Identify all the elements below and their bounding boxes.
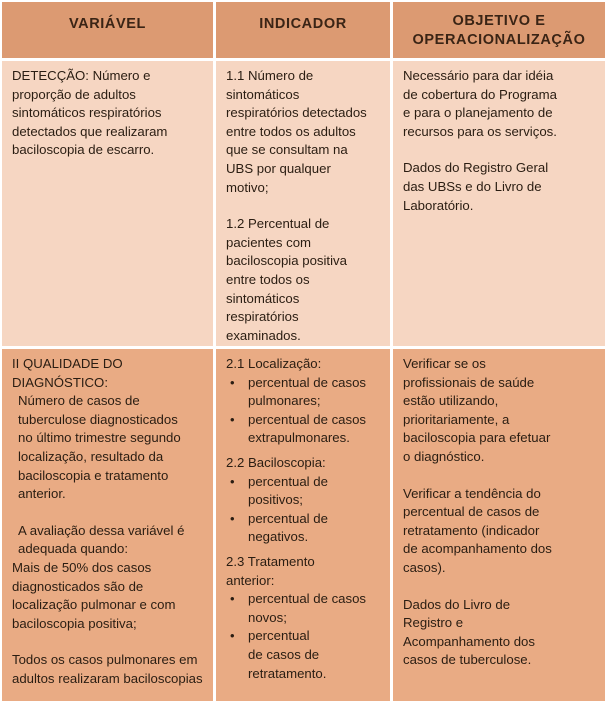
text-line: de cobertura do Programa	[403, 86, 557, 102]
text-line: DETECÇÃO: Número e	[12, 68, 151, 83]
bullet-list	[226, 374, 382, 448]
header-variavel	[2, 2, 213, 58]
text-line: localização, resultado da	[18, 448, 164, 464]
header-objetivo	[393, 2, 605, 58]
indicator-table	[2, 2, 605, 703]
text-line: recursos para os serviços.	[403, 123, 557, 139]
text-line: A avaliação dessa variável é	[18, 522, 185, 538]
text-line: • percentual de casos	[248, 374, 367, 390]
text-line: 1.1 Número de	[226, 68, 314, 83]
header-objetivo-line1: OBJETIVO E	[452, 13, 546, 29]
subsection-title: anterior:	[226, 572, 275, 588]
list-item	[226, 627, 382, 683]
text-line: sintomáticos	[226, 290, 300, 306]
bullet-list	[226, 473, 382, 547]
text-line: Número de casos de	[18, 393, 140, 409]
row1-objetivo	[393, 61, 605, 346]
text-line: • percentual de casos	[248, 411, 367, 427]
text-line: DIAGNÓSTICO:	[12, 374, 108, 390]
subsection-title: 2.1 Localização:	[226, 356, 322, 371]
text-line: positivos;	[248, 492, 303, 508]
text-line: casos).	[403, 559, 446, 575]
text-line: sintomáticos	[226, 86, 300, 102]
text-line: de acompanhamento dos	[403, 541, 552, 557]
text-line: • percentual de	[248, 510, 328, 526]
row2-objetivo	[393, 349, 605, 701]
text-line: examinados.	[226, 327, 301, 343]
text-line: Acompanhamento dos	[403, 633, 535, 649]
text-line: pacientes com	[226, 234, 312, 250]
text-line: diagnosticados são de	[12, 578, 144, 594]
text-line: Dados do Registro Geral	[403, 160, 549, 176]
row1-indicador	[216, 61, 390, 346]
text-line: adultos realizaram baciloscopias	[12, 670, 203, 686]
text-line: UBS por qualquer	[226, 160, 331, 176]
text-line: estão utilizando,	[403, 393, 499, 409]
text-line: anterior.	[18, 486, 66, 502]
row2-variavel	[2, 349, 213, 701]
text-line: o diagnóstico.	[403, 448, 485, 464]
text-line: respiratórios detectados	[226, 105, 367, 121]
bullet-list	[226, 590, 382, 683]
text-line: e para o planejamento de	[403, 105, 553, 121]
text-line: das UBSs e do Livro de	[403, 178, 542, 194]
row1-variavel	[2, 61, 213, 346]
text-line: detectados que realizaram	[12, 123, 168, 139]
text-line: II QUALIDADE DO	[12, 356, 123, 371]
text-line: Verificar se os	[403, 356, 486, 371]
subsection-title: 2.2 Baciloscopia:	[226, 454, 326, 470]
list-item	[226, 510, 382, 547]
text-line: baciloscopia e tratamento	[18, 467, 169, 483]
text-line: profissionais de saúde	[403, 374, 535, 390]
text-line: proporção de adultos	[12, 86, 136, 102]
subsection-title: 2.3 Tratamento	[226, 553, 315, 569]
text-line: 1.2 Percentual de	[226, 216, 330, 232]
text-line: Laboratório.	[403, 197, 474, 213]
text-line: que se consultam na	[226, 142, 348, 158]
text-line: entre todos os	[226, 271, 310, 287]
row2-indicador	[216, 349, 390, 701]
text-line: baciloscopia de escarro.	[12, 142, 155, 158]
text-line: Necessário para dar idéia	[403, 68, 554, 83]
text-line: • percentual	[248, 628, 310, 644]
text-line: Todos os casos pulmonares em	[12, 652, 198, 668]
header-objetivo-line2: OPERACIONALIZAÇÃO	[412, 32, 586, 48]
text-line: • percentual de casos	[248, 591, 367, 607]
text-line: extrapulmonares.	[248, 430, 350, 446]
text-line: percentual de casos de	[403, 504, 540, 520]
text-line: de casos de	[248, 646, 320, 662]
text-line: motivo;	[226, 179, 269, 195]
text-line: Registro e	[403, 615, 464, 631]
text-line: entre todos os adultos	[226, 123, 356, 139]
text-line: Dados do Livro de	[403, 596, 511, 612]
text-line: no último trimestre segundo	[18, 430, 181, 446]
list-item	[226, 411, 382, 448]
text-line: negativos.	[248, 529, 309, 545]
header-indicador-label: INDICADOR	[259, 16, 347, 32]
text-line: retratamento (indicador	[403, 522, 540, 538]
text-line: tuberculose diagnosticados	[18, 411, 178, 427]
text-line: sintomáticos respiratórios	[12, 105, 162, 121]
text-line: casos de tuberculose.	[403, 652, 532, 668]
header-variavel-label: VARIÁVEL	[68, 16, 147, 32]
text-line: Verificar a tendência do	[403, 485, 541, 501]
text-line: retratamento.	[248, 665, 327, 681]
text-line: novos;	[248, 609, 287, 625]
list-item	[226, 590, 382, 627]
text-line: baciloscopia para efetuar	[403, 430, 551, 446]
text-line: • percentual de	[248, 473, 328, 489]
text-line: pulmonares;	[248, 393, 321, 409]
text-line: baciloscopia positiva;	[12, 615, 137, 631]
text-line: adequada quando:	[18, 541, 129, 557]
text-line: respiratórios	[226, 309, 299, 325]
list-item	[226, 473, 382, 510]
text-line: prioritariamente, a	[403, 411, 510, 427]
header-indicador	[216, 2, 390, 58]
text-line: localização pulmonar e com	[12, 597, 176, 613]
text-line: baciloscopia positiva	[226, 253, 347, 269]
text-line: Mais de 50% dos casos	[12, 559, 152, 575]
list-item	[226, 374, 382, 411]
